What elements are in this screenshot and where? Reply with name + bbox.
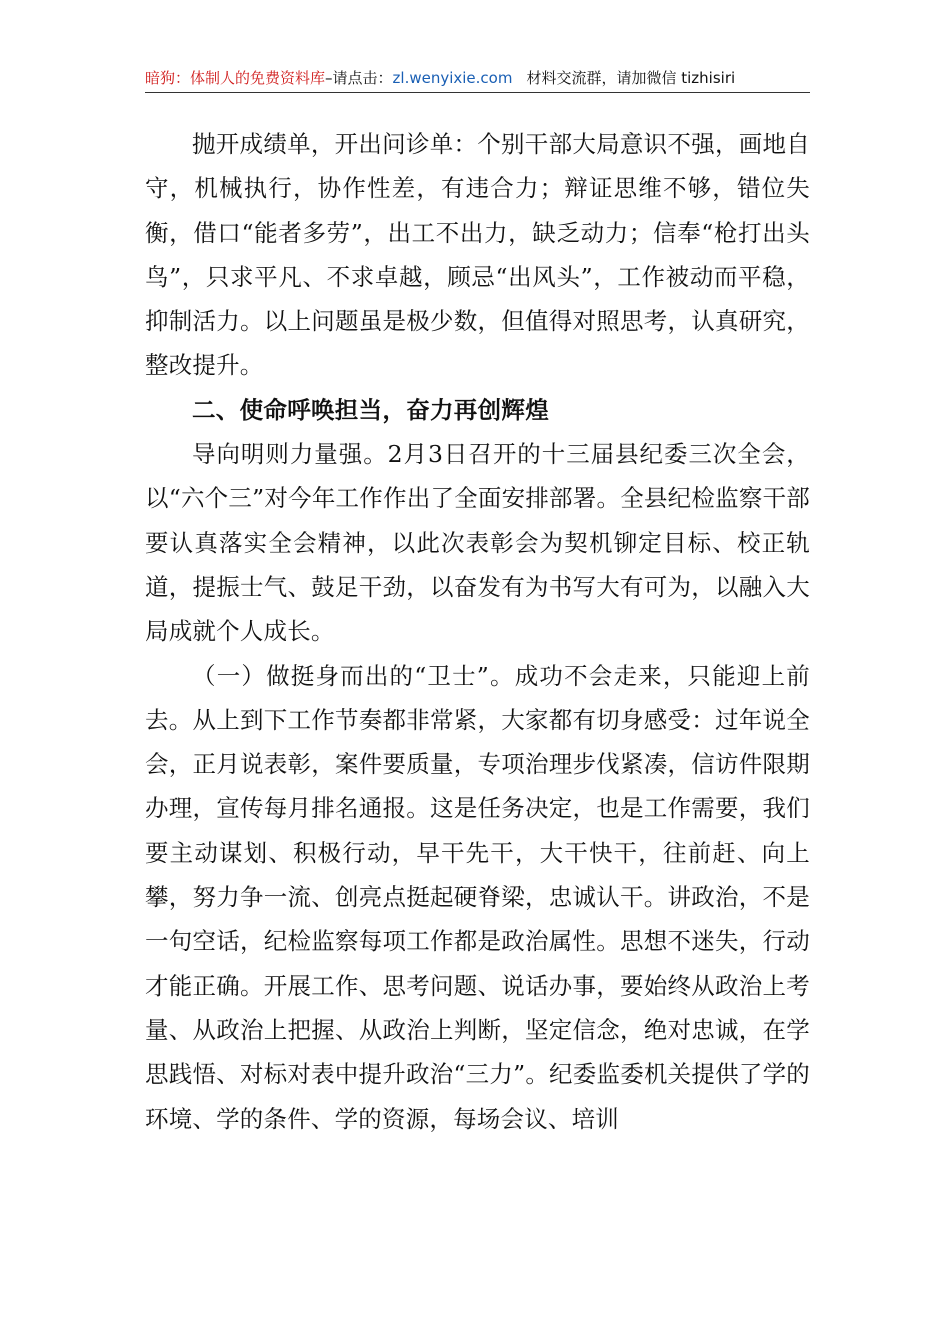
header-brand: 暗狗：体制人的免费资料库 [145,69,326,87]
paragraph-guidance: 导向明则力量强。2月3日召开的十三届县纪委三次全会，以“六个三”对今年工作作出了全面安排部署。全县纪检监察干部要认真落实全会精神，以此次表彰会为契机铆定目标、校正轨道，提振士气、鼓足干劲，以奋发有为书写大有可为，以融入大局成就个人成长。 [145,440,810,646]
paragraph-guardian: （一）做挺身而出的“卫士”。成功不会走来，只能迎上前去。从上到下工作节奏都非常紧，大家都有切身感受：过年说全会，正月说表彰，案件要质量，专项治理步伐紧凑，信访件限期办理，宣传每月排名通报。这是任务决定，也是工作需要，我们要主动谋划、积极行动，早干先干，大干快干，往前赶、向上攀，努力争一流、创亮点挺起硬脊梁，忠诚认干。讲政治，不是一句空话，纪检监察每项工作都是政治属性。思想不迷失，行动才能正确。开展工作、思考问题、说话办事，要始终从政治上考量、从政治上把握、从政治上判断，坚定信念，绝对忠诚，在学思践悟、对标对表中提升政治“三力”。纪委监委机关提供了学的环境、学的条件、学的资源，每场会议、培训 [145,661,810,1133]
header-note: 材料交流群，请加微信 tizhisiri [526,69,736,87]
header-link[interactable]: zl.wenyixie.com [392,69,513,87]
section-heading-2: 二、使命呼唤担当，奋力再创辉煌 [192,395,549,424]
paragraph-problems: 抛开成绩单，开出问诊单：个别干部大局意识不强，画地自守，机械执行，协作性差，有违合力；辩证思维不够，错位失衡，借口“能者多劳”，出工不出力，缺乏动力；信奉“枪打出头鸟”，只求平凡、不求卓越，顾忌“出风头”，工作被动而平稳，抑制活力。以上问题虽是极少数，但值得对照思考，认真研究，整改提升。 [145,130,810,380]
document-body [145,122,810,1141]
header-separator: –请点击： [325,69,393,87]
page-header [145,64,810,93]
